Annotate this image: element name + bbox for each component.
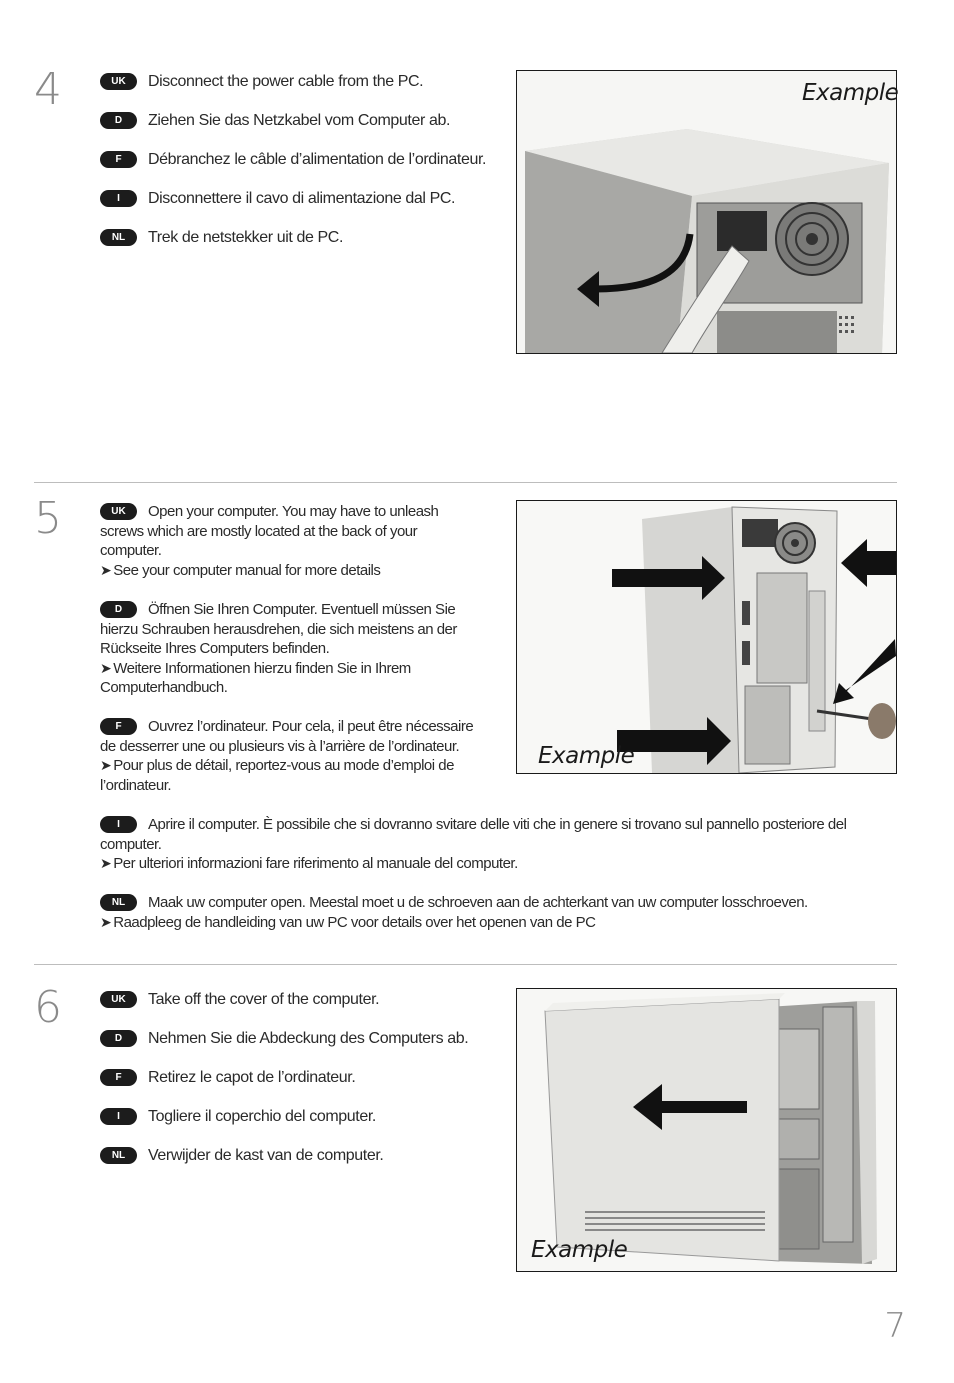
language-badge: D <box>100 112 137 129</box>
instruction-text: Maak uw computer open. Meestal moet u de schroeven aan de achterkant van uw computer losschroeven. <box>148 894 808 911</box>
instruction-paragraph <box>100 893 808 932</box>
language-badge: D <box>100 1030 137 1047</box>
instruction-text: Computerhandbuch. <box>100 679 228 696</box>
pc-tower-back-illustration <box>517 501 896 773</box>
example-photo-open-computer <box>516 500 897 774</box>
instruction-line <box>100 189 455 209</box>
instruction-line <box>100 1146 383 1166</box>
instruction-text: Pour plus de détail, reportez-vous au mode d’emploi de <box>113 757 454 774</box>
section-divider <box>34 964 897 965</box>
instruction-text: Per ulteriori informazioni fare riferimento al manuale del computer. <box>113 855 518 872</box>
language-badge: UK <box>100 991 137 1008</box>
instruction-text: Verwijder de kast van de computer. <box>148 1147 384 1164</box>
instruction-text: Trek de netstekker uit de PC. <box>148 229 344 246</box>
instruction-line <box>100 990 379 1010</box>
instruction-line <box>100 1107 376 1127</box>
arrow-bullet-icon: ➤ <box>100 855 112 871</box>
instruction-text: Disconnettere il cavo di alimentazione dal PC. <box>148 190 456 207</box>
language-badge: F <box>100 151 137 168</box>
arrow-bullet-icon: ➤ <box>100 913 112 930</box>
instruction-text: Open your computer. You may have to unleash <box>148 503 439 520</box>
instruction-text: hierzu Schrauben herausdrehen, die sich meistens an der <box>100 620 457 638</box>
language-badge: I <box>100 190 137 207</box>
instruction-text: Disconnect the power cable from the PC. <box>148 73 424 90</box>
instruction-text: computer. <box>100 835 162 853</box>
instruction-text: Take off the cover of the computer. <box>148 991 380 1008</box>
language-badge: I <box>100 1108 137 1125</box>
language-badge: F <box>100 1069 137 1086</box>
instruction-paragraph <box>100 502 438 580</box>
instruction-text: l’ordinateur. <box>100 776 172 794</box>
instruction-line <box>100 1068 355 1088</box>
instruction-text: screws which are mostly located at the back of your <box>100 522 418 540</box>
language-badge: UK <box>100 503 137 520</box>
pc-back-illustration <box>517 71 899 353</box>
language-badge: I <box>100 816 137 833</box>
example-label: Example <box>531 1237 628 1263</box>
instruction-line <box>100 1029 468 1049</box>
instruction-text: Öffnen Sie Ihren Computer. Eventuell müssen Sie <box>148 601 456 618</box>
instruction-text: Aprire il computer. È possibile che si dovranno svitare delle viti che in genere si trovano sul pannello posteriore del <box>148 816 847 833</box>
instruction-paragraph <box>100 815 846 874</box>
instruction-text: de desserrer une ou plusieurs vis à l’arrière de l’ordinateur. <box>100 737 460 755</box>
language-badge: NL <box>100 1147 137 1164</box>
section-divider <box>34 482 897 483</box>
instruction-line <box>100 228 343 248</box>
instruction-paragraph <box>100 717 473 795</box>
language-badge: F <box>100 718 137 735</box>
instruction-text: Ziehen Sie das Netzkabel vom Computer ab. <box>148 112 450 129</box>
pc-cover-removal-illustration <box>517 989 896 1271</box>
instruction-text: Retirez le capot de l’ordinateur. <box>148 1069 356 1086</box>
step-number-6: 6 <box>34 982 62 1033</box>
instruction-text: Raadpleeg de handleiding van uw PC voor details over het openen van de PC <box>113 913 596 931</box>
language-badge: NL <box>100 229 137 246</box>
instruction-paragraph <box>100 600 457 698</box>
instruction-text: Rückseite Ihres Computers befinden. <box>100 640 330 657</box>
arrow-bullet-icon: ➤ <box>100 561 112 578</box>
language-badge: NL <box>100 894 137 911</box>
arrow-bullet-icon: ➤ <box>100 757 112 773</box>
example-photo-power-cable <box>516 70 897 354</box>
instruction-line <box>100 150 486 170</box>
arrow-bullet-icon: ➤ <box>100 659 112 676</box>
instruction-text: Ouvrez l’ordinateur. Pour cela, il peut être nécessaire <box>148 718 474 735</box>
instruction-text: Débranchez le câble d’alimentation de l’ordinateur. <box>148 151 487 168</box>
language-badge: D <box>100 601 137 618</box>
instruction-text: Togliere il coperchio del computer. <box>148 1108 376 1125</box>
step-number-4: 4 <box>34 64 62 115</box>
language-badge: UK <box>100 73 137 90</box>
example-photo-remove-cover <box>516 988 897 1272</box>
instruction-line <box>100 111 450 131</box>
page-number: 7 <box>884 1306 906 1346</box>
instruction-text: Weitere Informationen hierzu finden Sie in Ihrem <box>113 659 411 677</box>
example-label: Example <box>802 80 899 106</box>
example-label: Example <box>538 743 635 769</box>
instruction-line <box>100 72 423 92</box>
instruction-text: Nehmen Sie die Abdeckung des Computers ab. <box>148 1030 469 1047</box>
step-number-5: 5 <box>34 493 62 544</box>
instruction-text: computer. <box>100 542 162 559</box>
instruction-text: See your computer manual for more details <box>113 561 381 579</box>
